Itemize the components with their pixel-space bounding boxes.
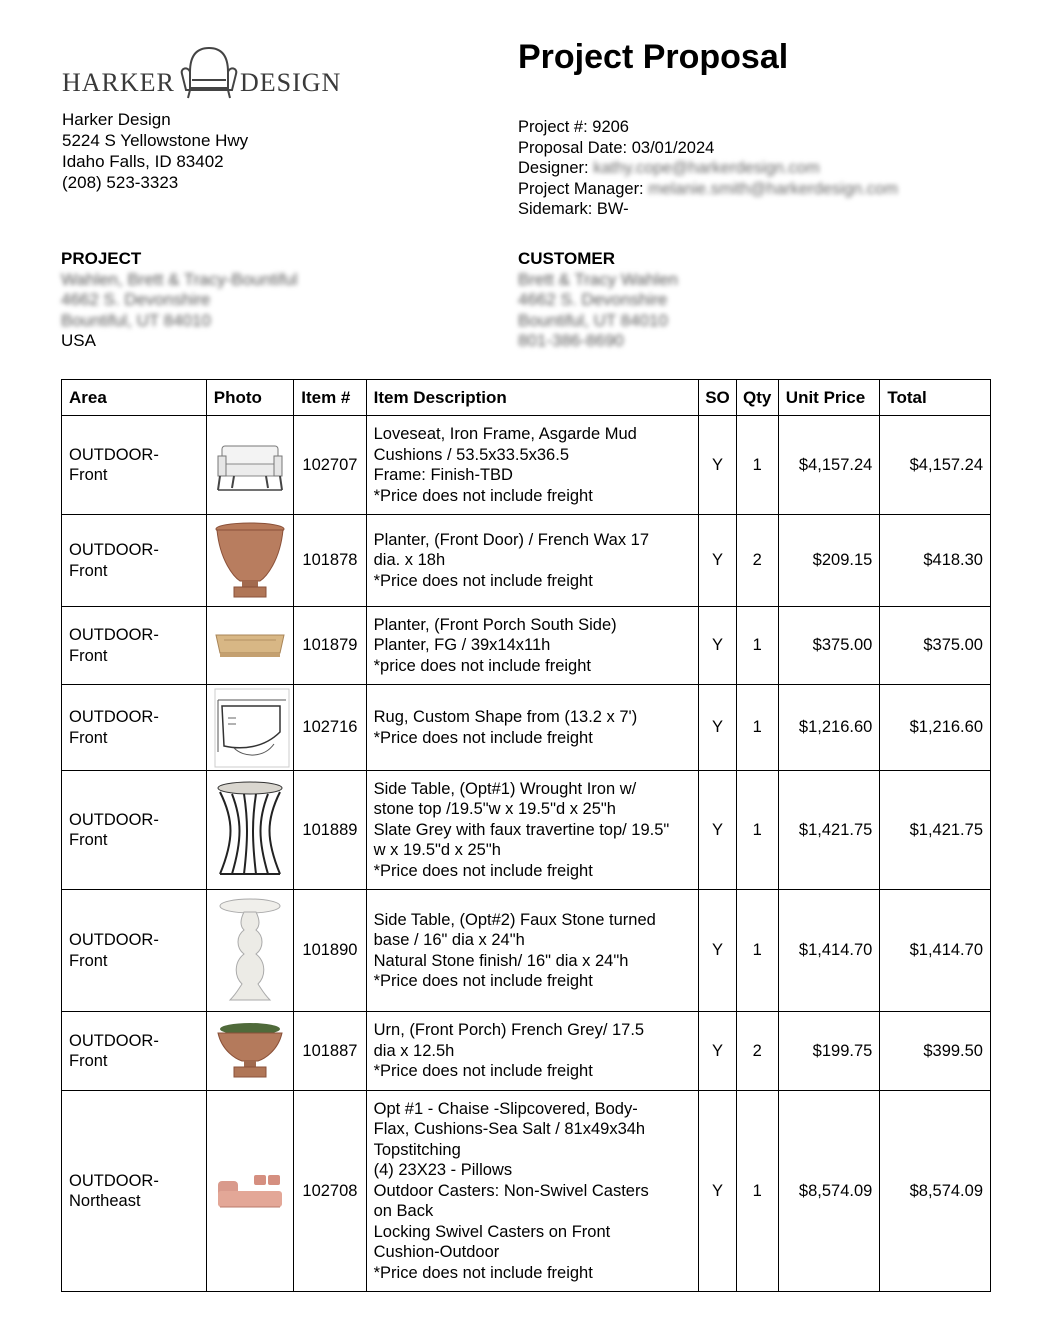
total-cell: $418.30 <box>880 515 991 607</box>
area-cell: OUTDOOR- Northeast <box>62 1091 207 1292</box>
item-number: 101878 <box>294 515 366 607</box>
area-cell: OUTDOOR- Front <box>62 515 207 607</box>
table-row <box>62 416 991 515</box>
item-description: Loveseat, Iron Frame, Asgarde Mud Cushions / 53.5x33.5x36.5 Frame: Finish-TBD *Price does not include freight <box>366 416 699 515</box>
total-cell: $1,414.70 <box>880 890 991 1012</box>
customer-heading: CUSTOMER <box>518 249 615 268</box>
unit-price-cell: $199.75 <box>778 1012 880 1091</box>
so-cell: Y <box>699 1091 736 1292</box>
item-description: Side Table, (Opt#2) Faux Stone turned base / 16" dia x 24"h Natural Stone finish/ 16" dia x 24"h *Price does not include freight <box>366 890 699 1012</box>
item-number: 101889 <box>294 771 366 890</box>
area-cell: OUTDOOR- Front <box>62 1012 207 1091</box>
loveseat-photo <box>206 416 293 515</box>
item-description: Urn, (Front Porch) French Grey/ 17.5 dia x 12.5h *Price does not include freight <box>366 1012 699 1091</box>
item-number: 101887 <box>294 1012 366 1091</box>
item-number: 102708 <box>294 1091 366 1292</box>
table-row <box>62 1091 991 1292</box>
company-address <box>62 109 248 193</box>
qty-cell: 1 <box>736 771 778 890</box>
customer-line2: 4662 S. Devonshire <box>518 290 668 310</box>
item-description: Opt #1 - Chaise -Slipcovered, Body- Flax, Cushions-Sea Salt / 81x49x34h Topstitching (4) 23X23 - Pillows Outdoor Casters: Non-Swivel Casters on Back Locking Swivel Casters on Front Cushion-Outdoor *Price does not include freight <box>366 1091 699 1292</box>
table-row <box>62 1012 991 1091</box>
header-item-number: Item # <box>294 380 366 416</box>
item-description: Side Table, (Opt#1) Wrought Iron w/ stone top /19.5"w x 19.5"d x 25"h Slate Grey with faux travertine top/ 19.5" w x 19.5"d x 25"h *Price does not include freight <box>366 771 699 890</box>
table-header-row <box>62 380 991 416</box>
proposal-meta <box>518 117 898 220</box>
project-country: USA <box>61 331 96 351</box>
designer-label: Designer: <box>518 159 589 178</box>
header-total: Total <box>880 380 991 416</box>
company-address-line1: 5224 S Yellowstone Hwy <box>62 131 249 150</box>
total-cell: $1,216.60 <box>880 685 991 771</box>
header-qty: Qty <box>736 380 778 416</box>
unit-price-cell: $1,216.60 <box>778 685 880 771</box>
project-heading: PROJECT <box>61 249 142 268</box>
total-cell: $1,421.75 <box>880 771 991 890</box>
project-line1: Wahlen, Brett & Tracy-Bountiful <box>61 269 298 289</box>
customer-phone: 801-386-8690 <box>518 331 624 351</box>
so-cell: Y <box>699 771 736 890</box>
header-so: SO <box>699 380 736 416</box>
header-unit-price: Unit Price <box>778 380 880 416</box>
logo-word-right: DESIGN <box>240 68 342 97</box>
header-item-description: Item Description <box>366 380 699 416</box>
item-description: Rug, Custom Shape from (13.2 x 7') *Price does not include freight <box>366 685 699 771</box>
item-number: 102716 <box>294 685 366 771</box>
area-cell: OUTDOOR- Front <box>62 771 207 890</box>
project-manager-label: Project Manager: <box>518 179 644 198</box>
unit-price-cell: $4,157.24 <box>778 416 880 515</box>
so-cell: Y <box>699 607 736 685</box>
item-number: 102707 <box>294 416 366 515</box>
company-name: Harker Design <box>62 110 171 129</box>
unit-price-cell: $1,414.70 <box>778 890 880 1012</box>
area-cell: OUTDOOR- Front <box>62 607 207 685</box>
area-cell: OUTDOOR- Front <box>62 685 207 771</box>
customer-line1: Brett & Tracy Wahlen <box>518 269 678 289</box>
proposal-date: Proposal Date: 03/01/2024 <box>518 138 715 157</box>
table-row <box>62 515 991 607</box>
project-number: Project #: 9206 <box>518 118 629 136</box>
so-cell: Y <box>699 685 736 771</box>
unit-price-cell: $209.15 <box>778 515 880 607</box>
planter-urn-photo <box>206 515 293 607</box>
qty-cell: 1 <box>736 685 778 771</box>
qty-cell: 2 <box>736 515 778 607</box>
so-cell: Y <box>699 1012 736 1091</box>
so-cell: Y <box>699 890 736 1012</box>
table-row <box>62 685 991 771</box>
rug-sketch-photo <box>206 685 293 771</box>
qty-cell: 1 <box>736 416 778 515</box>
company-phone: (208) 523-3323 <box>62 173 179 192</box>
so-cell: Y <box>699 515 736 607</box>
total-cell: $8,574.09 <box>880 1091 991 1292</box>
project-manager-row <box>518 179 898 200</box>
project-line2: 4662 S. Devonshire <box>61 290 211 310</box>
chaise-photo <box>206 1091 293 1292</box>
area-cell: OUTDOOR- Front <box>62 416 207 515</box>
total-cell: $399.50 <box>880 1012 991 1091</box>
total-cell: $375.00 <box>880 607 991 685</box>
table-row <box>62 771 991 890</box>
company-address-line2: Idaho Falls, ID 83402 <box>62 152 224 171</box>
urn-photo <box>206 1012 293 1091</box>
customer-block <box>518 249 678 352</box>
qty-cell: 1 <box>736 607 778 685</box>
table-row <box>62 607 991 685</box>
total-cell: $4,157.24 <box>880 416 991 515</box>
sidemark: Sidemark: BW- <box>518 200 629 219</box>
company-logo <box>62 44 352 102</box>
iron-side-table-photo <box>206 771 293 890</box>
project-manager-email: melanie.smith@harkerdesign.com <box>648 179 898 198</box>
logo-word-left: HARKER <box>62 68 175 97</box>
qty-cell: 1 <box>736 890 778 1012</box>
unit-price-cell: $8,574.09 <box>778 1091 880 1292</box>
item-number: 101879 <box>294 607 366 685</box>
item-description: Planter, (Front Door) / French Wax 17 dia. x 18h *Price does not include freight <box>366 515 699 607</box>
planter-box-photo <box>206 607 293 685</box>
header-photo: Photo <box>206 380 293 416</box>
designer-row <box>518 158 898 179</box>
document-title: Project Proposal <box>518 38 789 76</box>
project-line3: Bountiful, UT 84010 <box>61 310 211 330</box>
qty-cell: 2 <box>736 1012 778 1091</box>
unit-price-cell: $1,421.75 <box>778 771 880 890</box>
header-area: Area <box>62 380 207 416</box>
so-cell: Y <box>699 416 736 515</box>
project-block <box>61 249 298 352</box>
table-row <box>62 890 991 1012</box>
item-number: 101890 <box>294 890 366 1012</box>
armchair-icon <box>176 44 242 102</box>
items-table <box>61 379 991 1292</box>
customer-line3: Bountiful, UT 84010 <box>518 310 668 330</box>
area-cell: OUTDOOR- Front <box>62 890 207 1012</box>
item-description: Planter, (Front Porch South Side) Planter, FG / 39x14x11h *price does not include freight <box>366 607 699 685</box>
qty-cell: 1 <box>736 1091 778 1292</box>
stone-side-table-photo <box>206 890 293 1012</box>
designer-email: kathy.cope@harkerdesign.com <box>593 159 820 178</box>
unit-price-cell: $375.00 <box>778 607 880 685</box>
